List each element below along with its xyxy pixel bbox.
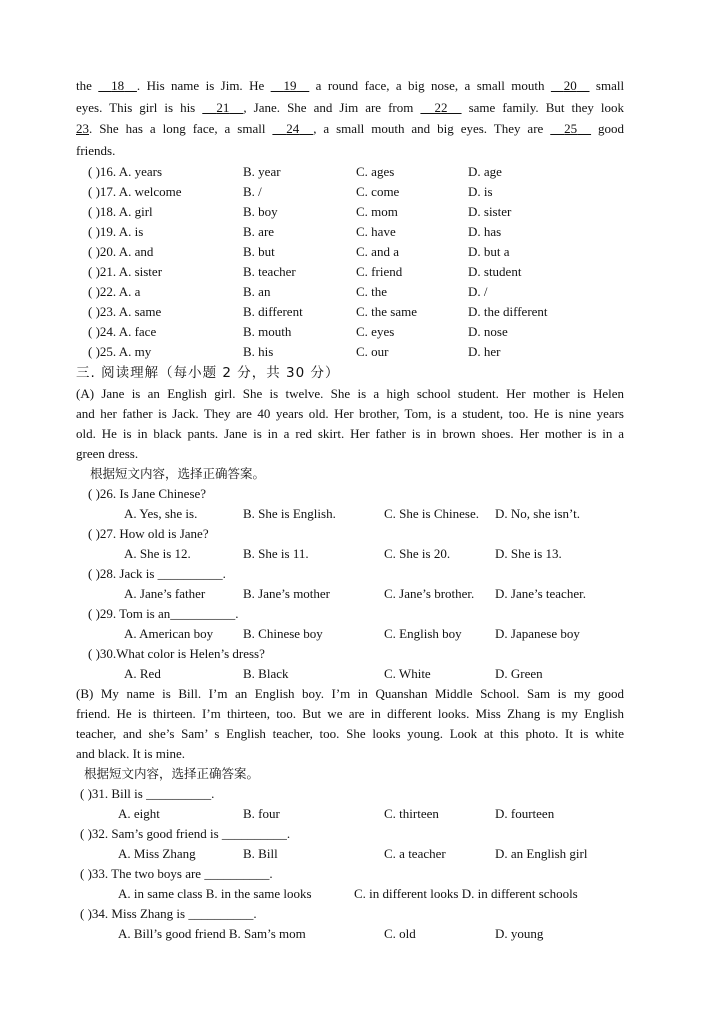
question-option-d[interactable]: D. Green: [495, 666, 543, 681]
question-option-d[interactable]: D. nose: [468, 324, 508, 339]
cloze-line-2: [76, 98, 624, 118]
question-option-d[interactable]: D. No, she isn’t.: [495, 506, 580, 521]
question-option-b[interactable]: B. an: [243, 284, 271, 299]
question-option-a[interactable]: A. eight: [118, 806, 160, 821]
cloze-line-1: [76, 76, 624, 96]
question-option-a[interactable]: ( )21. A. sister: [88, 264, 163, 279]
question-option-a[interactable]: ( )23. A. same: [88, 304, 162, 319]
question-option-c[interactable]: C. mom: [356, 204, 398, 219]
question-option-c[interactable]: C. a teacher: [384, 846, 446, 861]
question-option-a[interactable]: A. Bill’s good friend B. Sam’s mom: [118, 926, 306, 941]
passage-b-line-4: and black. It is mine.: [76, 746, 186, 761]
cloze-line-3: [76, 119, 624, 139]
passage-b-line-1: (B) My name is Bill. I’m an English boy. I’m in Quanshan Middle School. Sam is my good: [76, 686, 624, 701]
question-option-a[interactable]: ( )25. A. my: [88, 344, 152, 359]
question-option-d[interactable]: D. an English girl: [495, 846, 588, 861]
question-option-b[interactable]: B. /: [243, 184, 262, 199]
cloze-text: , a small mouth and big eyes. They are: [313, 121, 551, 136]
question-option-b[interactable]: B. Chinese boy: [243, 626, 323, 641]
instruction-a: 根据短文内容，选择正确答案。: [90, 466, 266, 481]
question-option-b[interactable]: B. boy: [243, 204, 278, 219]
question-stem: ( )30.What color is Helen’s dress?: [88, 646, 265, 661]
question-option-a[interactable]: A. Red: [124, 666, 161, 681]
question-option-a[interactable]: ( )24. A. face: [88, 324, 157, 339]
blank-23: 23: [76, 121, 89, 136]
section-heading: 三. 阅读理解（每小题 2 分，共 30 分）: [76, 365, 340, 381]
question-option-d[interactable]: D. She is 13.: [495, 546, 562, 561]
question-option-d[interactable]: D. but a: [468, 244, 510, 259]
question-option-c[interactable]: C. old: [384, 926, 416, 941]
passage-a-line-2: and her father is Jack. They are 40 years old. Her brother, Tom, is a student, too. He is nine years: [76, 406, 624, 421]
cloze-text: the: [76, 78, 99, 93]
question-option-b[interactable]: B. She is 11.: [243, 546, 309, 561]
blank-18: 18: [111, 78, 125, 93]
question-option-b[interactable]: B. She is English.: [243, 506, 336, 521]
question-option-b[interactable]: B. are: [243, 224, 275, 239]
question-option-a[interactable]: ( )19. A. is: [88, 224, 144, 239]
cloze-text: small: [589, 78, 625, 93]
question-option-c[interactable]: C. She is Chinese.: [384, 506, 479, 521]
cloze-text: good: [591, 121, 625, 136]
question-option-b[interactable]: B. teacher: [243, 264, 296, 279]
question-option-c[interactable]: C. White: [384, 666, 431, 681]
passage-a-line-3: old. He is in black pants. Jane is in a red skirt. Her father is in brown shoes. Her mother is in a: [76, 426, 624, 441]
question-option-c[interactable]: C. eyes: [356, 324, 395, 339]
question-option-c[interactable]: C. Jane’s brother.: [384, 586, 475, 601]
cloze-text: a round face, a big nose, a small mouth: [309, 78, 551, 93]
question-option-d[interactable]: D. student: [468, 264, 522, 279]
question-option-c[interactable]: C. have: [356, 224, 396, 239]
question-option-d[interactable]: D. /: [468, 284, 488, 299]
question-option-c[interactable]: C. friend: [356, 264, 403, 279]
blank-21: 21: [216, 100, 230, 115]
question-option-a[interactable]: ( )18. A. girl: [88, 204, 153, 219]
question-option-a[interactable]: ( )20. A. and: [88, 244, 154, 259]
question-option-b[interactable]: B. four: [243, 806, 280, 821]
cloze-text: . She has a long face, a small: [89, 121, 273, 136]
question-option-b[interactable]: B. Black: [243, 666, 289, 681]
question-option-a[interactable]: ( )17. A. welcome: [88, 184, 182, 199]
cloze-text: eyes. This girl is his: [76, 100, 203, 115]
passage-a-line-4: green dress.: [76, 446, 139, 461]
passage-a-line-1: (A) Jane is an English girl. She is twelve. She is a high school student. Her mother is Helen: [76, 386, 624, 401]
question-stem: ( )33. The two boys are __________.: [80, 866, 273, 881]
question-option-c[interactable]: C. in different looks D. in different schools: [354, 886, 578, 901]
question-option-d[interactable]: D. Japanese boy: [495, 626, 580, 641]
question-option-a[interactable]: A. Jane’s father: [124, 586, 206, 601]
question-stem: ( )27. How old is Jane?: [88, 526, 209, 541]
question-option-b[interactable]: B. his: [243, 344, 274, 359]
question-option-a[interactable]: A. in same class B. in the same looks: [118, 886, 312, 901]
question-option-c[interactable]: C. the: [356, 284, 388, 299]
question-option-d[interactable]: D. fourteen: [495, 806, 555, 821]
question-stem: ( )29. Tom is an__________.: [88, 606, 239, 621]
question-option-c[interactable]: C. and a: [356, 244, 399, 259]
question-option-d[interactable]: D. sister: [468, 204, 512, 219]
question-option-a[interactable]: A. She is 12.: [124, 546, 191, 561]
passage-b-line-3: teacher, and she’s Sam’ s English teacher, too. She looks young. Look at this photo. It is white: [76, 726, 624, 741]
question-option-d[interactable]: D. age: [468, 164, 502, 179]
question-option-a[interactable]: ( )16. A. years: [88, 164, 163, 179]
question-option-d[interactable]: D. the different: [468, 304, 548, 319]
question-stem: ( )26. Is Jane Chinese?: [88, 486, 207, 501]
question-stem: ( )31. Bill is __________.: [80, 786, 215, 801]
question-option-b[interactable]: B. but: [243, 244, 275, 259]
question-option-c[interactable]: C. come: [356, 184, 400, 199]
question-option-a[interactable]: ( )22. A. a: [88, 284, 141, 299]
question-option-c[interactable]: C. English boy: [384, 626, 462, 641]
passage-b-line-2: friend. He is thirteen. I’m thirteen, too. But we are in different looks. Miss Zhang is my English: [76, 706, 624, 721]
question-option-c[interactable]: C. ages: [356, 164, 395, 179]
blank-20: 20: [563, 78, 577, 93]
cloze-text: same family. But they look: [461, 100, 625, 115]
question-option-b[interactable]: B. year: [243, 164, 281, 179]
question-stem: ( )28. Jack is __________.: [88, 566, 226, 581]
question-option-b[interactable]: B. Jane’s mother: [243, 586, 331, 601]
question-option-a[interactable]: A. American boy: [124, 626, 214, 641]
question-option-c[interactable]: C. She is 20.: [384, 546, 451, 561]
cloze-line-4: friends.: [76, 143, 116, 158]
blank-24: 24: [286, 121, 300, 136]
question-option-d[interactable]: D. young: [495, 926, 544, 941]
question-stem: ( )32. Sam’s good friend is __________.: [80, 826, 291, 841]
question-stem: ( )34. Miss Zhang is __________.: [80, 906, 257, 921]
cloze-text: . His name is Jim. He: [136, 78, 271, 93]
cloze-text: , Jane. She and Jim are from: [243, 100, 421, 115]
question-option-b[interactable]: B. Bill: [243, 846, 278, 861]
question-option-c[interactable]: C. the same: [356, 304, 418, 319]
question-option-c[interactable]: C. our: [356, 344, 389, 359]
blank-25: 25: [564, 121, 578, 136]
question-option-d[interactable]: D. is: [468, 184, 493, 199]
question-option-a[interactable]: A. Yes, she is.: [124, 506, 198, 521]
question-option-d[interactable]: D. Jane’s teacher.: [495, 586, 586, 601]
blank-22: 22: [434, 100, 448, 115]
question-option-b[interactable]: B. different: [243, 304, 303, 319]
question-option-d[interactable]: D. her: [468, 344, 501, 359]
instruction-b: 根据短文内容，选择正确答案。: [84, 766, 260, 781]
question-option-b[interactable]: B. mouth: [243, 324, 292, 339]
question-option-d[interactable]: D. has: [468, 224, 502, 239]
question-option-a[interactable]: A. Miss Zhang: [118, 846, 196, 861]
question-option-c[interactable]: C. thirteen: [384, 806, 439, 821]
blank-19: 19: [283, 78, 297, 93]
